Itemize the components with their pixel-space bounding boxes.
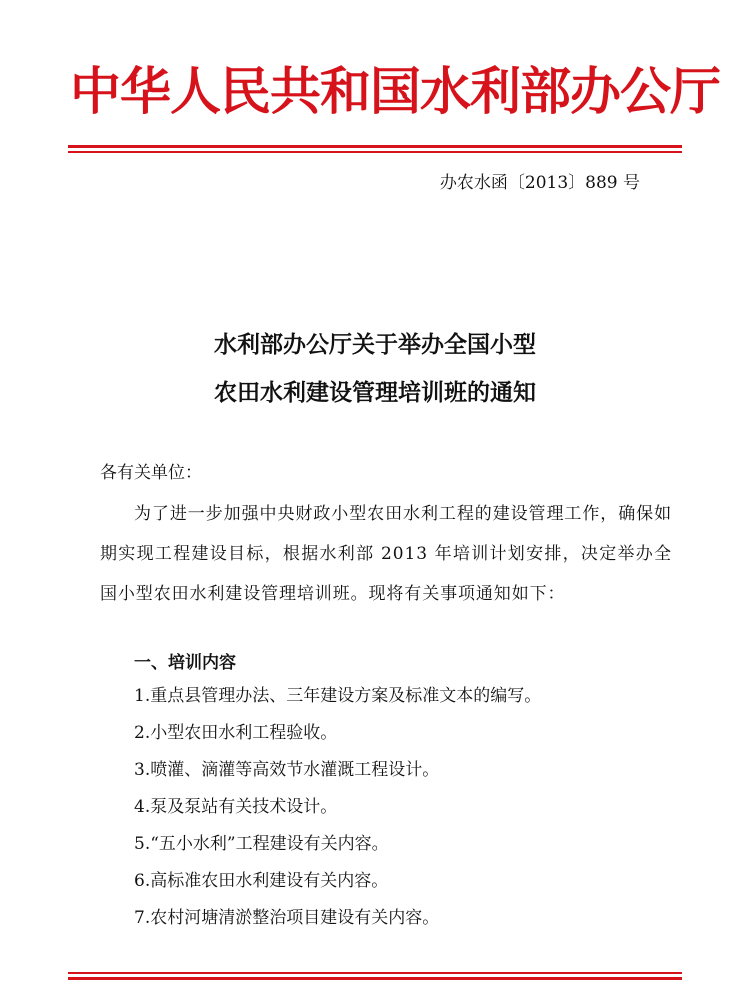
footer-red-rule-thin — [68, 972, 682, 974]
list-item: 7.农村河塘清淤整治项目建设有关内容。 — [134, 908, 440, 928]
list-item: 6.高标准农田水利建设有关内容。 — [134, 871, 389, 891]
intro-paragraph: 为了进一步加强中央财政小型农田水利工程的建设管理工作，确保如期实现工程建设目标，根据水利部 2013 年培训计划安排，决定举办全国小型农田水利建设管理培训班。现将有关事项通知如下： — [100, 504, 672, 604]
section-heading-training-content: 一、培训内容 — [134, 653, 236, 673]
header-red-rule-thin — [68, 151, 682, 153]
list-item: 5.“五小水利”工程建设有关内容。 — [134, 834, 389, 854]
list-item: 4.泵及泵站有关技术设计。 — [134, 797, 338, 817]
issuer-header: 中华人民共和国水利部办公厅 — [70, 63, 721, 122]
footer-red-rule — [68, 977, 682, 980]
salutation: 各有关单位： — [100, 463, 202, 483]
list-item: 3.喷灌、滴灌等高效节水灌溉工程设计。 — [134, 760, 440, 780]
list-item: 2.小型农田水利工程验收。 — [134, 723, 338, 743]
document-title-line-1: 水利部办公厅关于举办全国小型 — [214, 332, 536, 358]
header-red-rule — [68, 145, 682, 148]
list-item: 1.重点县管理办法、三年建设方案及标准文本的编写。 — [134, 686, 542, 706]
document-title-line-2: 农田水利建设管理培训班的通知 — [214, 380, 536, 406]
document-number: 办农水函〔2013〕889 号 — [439, 173, 640, 193]
training-items-list — [134, 678, 541, 937]
